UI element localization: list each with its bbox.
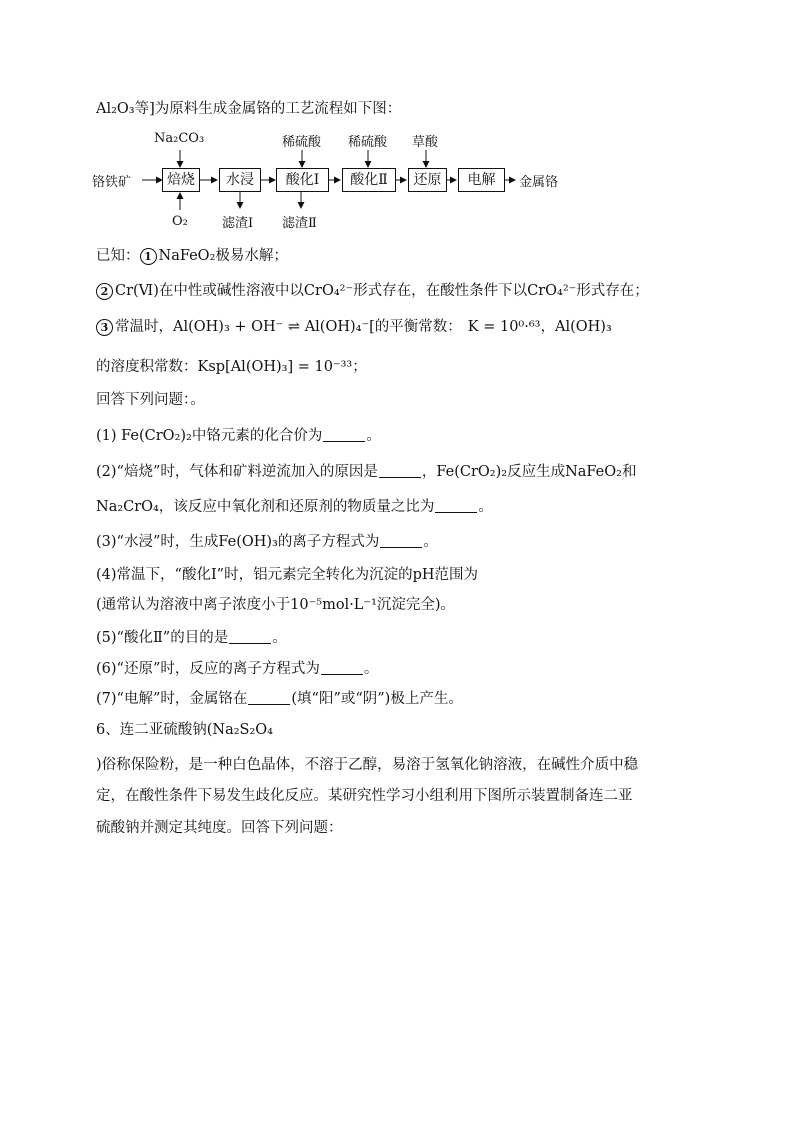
answer-blank[interactable] xyxy=(380,533,422,548)
q1-end: 。 xyxy=(366,428,381,444)
known-1 xyxy=(96,245,288,267)
answer-prompt: 回答下列问题：。 xyxy=(96,392,205,408)
input-na2co3: Na₂CO₃ xyxy=(154,131,205,146)
known-3-text: 常温时，Al(OH)₃ + OH⁻ ⇌ Al(OH)₄⁻[的平衡常数： xyxy=(115,319,462,335)
input-dilute-h2so4-2: 稀硫酸 xyxy=(348,135,388,150)
answer-blank[interactable] xyxy=(229,629,271,644)
q6-end: 。 xyxy=(363,661,379,677)
question-3 xyxy=(96,531,438,553)
flow-start-label: 铬铁矿 xyxy=(92,175,132,190)
q7-end: (填“阳”或“阴”)极上产生。 xyxy=(291,691,463,707)
question-6 xyxy=(96,658,378,680)
section-6-body-1: )俗称保险粉，是一种白色晶体，不溶于乙醇，易溶于氢氧化钠溶液，在碱性介质中稳 xyxy=(96,757,639,773)
known-label: 已知： xyxy=(96,248,140,264)
answer-blank[interactable] xyxy=(435,498,477,513)
step-acidify-2: 酸化Ⅱ xyxy=(342,168,396,192)
step-roasting: 焙烧 xyxy=(162,168,200,192)
known-2 xyxy=(96,280,649,302)
answer-blank[interactable] xyxy=(323,427,365,442)
step-acidify-1: 酸化Ⅰ xyxy=(276,168,329,192)
q2-text-c: Na₂CrO₄，该反应中氧化剂和还原剂的物质量之比为 xyxy=(96,499,435,515)
question-4-note: (通常认为溶液中离子浓度小于10⁻⁵mol·L⁻¹沉淀完全)。 xyxy=(96,597,456,613)
circled-3-icon: 3 xyxy=(96,319,113,336)
section-6-body-3: 硫酸钠并测定其纯度。回答下列问题： xyxy=(96,820,343,836)
flow-end-label: 金属铬 xyxy=(519,175,559,190)
q5-text: (5)“酸化Ⅱ”的目的是 xyxy=(96,630,229,646)
answer-blank[interactable] xyxy=(321,660,363,675)
q3-text: (3)“水浸”时，生成Fe(OH)₃的离子方程式为 xyxy=(96,534,380,550)
step-reduction: 还原 xyxy=(408,168,447,192)
residue-1: 滤渣Ⅰ xyxy=(222,216,254,231)
section-6-heading: 6、连二亚硫酸钠(Na₂S₂O₄ xyxy=(96,722,273,738)
section-6-body-2: 定，在酸性条件下易发生歧化反应。某研究性学习小组利用下图所示装置制备连二亚 xyxy=(96,788,633,804)
question-5 xyxy=(96,627,287,649)
input-oxalic-acid: 草酸 xyxy=(412,135,439,150)
q5-end: 。 xyxy=(272,630,287,646)
input-o2: O₂ xyxy=(172,214,188,229)
answer-blank[interactable] xyxy=(379,463,421,478)
known-1-text: NaFeO₂极易水解； xyxy=(158,248,288,264)
question-1 xyxy=(96,425,381,447)
step-electrolysis: 电解 xyxy=(458,168,505,192)
circled-2-icon: 2 xyxy=(96,283,113,300)
question-2-cont xyxy=(96,496,493,518)
known-2-text: Cr(Ⅵ)在中性或碱性溶液中以CrO₄²⁻形式存在，在酸性条件下以CrO₄²⁻形式存在； xyxy=(115,283,649,299)
question-4: (4)常温下，“酸化Ⅰ”时，铝元素完全转化为沉淀的pH范围为 xyxy=(96,567,479,583)
q6-text: (6)“还原”时，反应的离子方程式为 xyxy=(96,661,320,677)
q2-end: 。 xyxy=(478,499,493,515)
q1-text: (1) Fe(CrO₂)₂中铬元素的化合价为 xyxy=(96,428,323,444)
question-7 xyxy=(96,688,463,710)
residue-2: 滤渣Ⅱ xyxy=(282,216,317,231)
answer-blank[interactable] xyxy=(248,690,290,705)
step-water-leach: 水浸 xyxy=(219,168,261,192)
intro-text: Al₂O₃等]为原料生成金属铬的工艺流程如下图： xyxy=(96,101,402,117)
question-2 xyxy=(96,461,636,483)
known-3-k: K = 10⁰·⁶³，Al(OH)₃ xyxy=(467,319,612,335)
circled-1-icon: 1 xyxy=(140,248,157,265)
q7-text: (7)“电解”时，金属铬在 xyxy=(96,691,248,707)
known-3-ksp: 的溶度积常数：Ksp[Al(OH)₃] = 10⁻³³； xyxy=(96,359,367,375)
process-flow-diagram xyxy=(92,130,572,240)
input-dilute-h2so4-1: 稀硫酸 xyxy=(282,135,322,150)
known-3 xyxy=(96,316,612,338)
q2-text: (2)“焙烧”时，气体和矿料逆流加入的原因是 xyxy=(96,464,378,480)
q3-end: 。 xyxy=(423,534,438,550)
q2-text-b: ，Fe(CrO₂)₂反应生成NaFeO₂和 xyxy=(421,464,637,480)
